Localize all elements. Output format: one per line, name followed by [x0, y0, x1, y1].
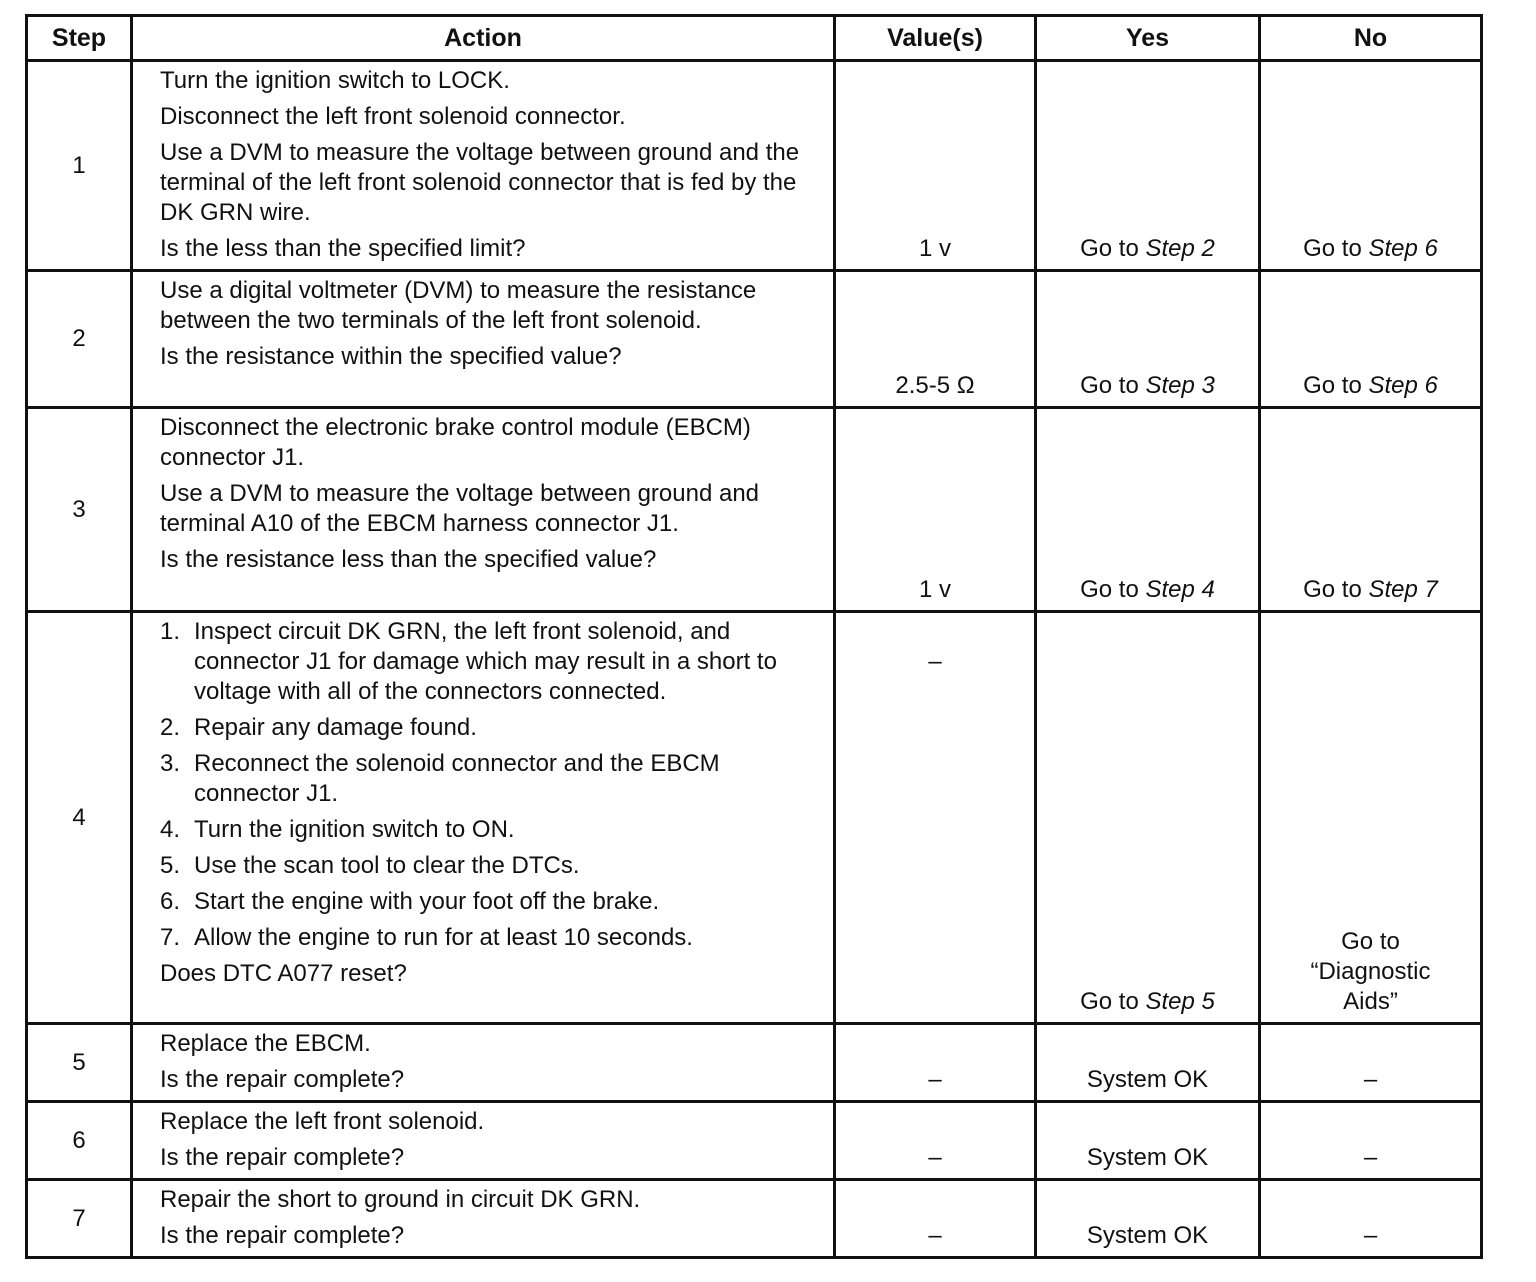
yes-cell: [1036, 408, 1260, 612]
action-cell: [132, 1102, 835, 1180]
substep-item: [160, 617, 817, 707]
step-number: 6: [27, 1102, 132, 1180]
yes-step-link: Step 3: [1145, 372, 1215, 399]
substep-number: 1.: [160, 618, 181, 645]
no-cell: –: [1260, 1180, 1482, 1258]
diagnostic-table-sheet: [25, 14, 1480, 1259]
yes-cell: System OK: [1036, 1102, 1260, 1180]
diagnostic-table: [25, 14, 1483, 1259]
no-cell: [1260, 61, 1482, 271]
yes-prefix: Go to: [1080, 988, 1146, 1015]
no-prefix: Go to: [1303, 235, 1369, 262]
action-question: Is the repair complete?: [160, 1222, 405, 1249]
yes-cell: [1036, 61, 1260, 271]
table-row-step-3: [27, 408, 1482, 612]
substep-text: Inspect circuit DK GRN, the left front solenoid, and connector J1 for damage which may result in a short to voltage with all of the connectors connected.: [194, 618, 777, 705]
action-text: Use a digital voltmeter (DVM) to measure the resistance between the two terminals of the left front solenoid.: [160, 277, 757, 334]
substep-number: 2.: [160, 714, 181, 741]
action-text: Disconnect the electronic brake control module (EBCM) connector J1.: [160, 414, 751, 471]
no-cell: [1260, 612, 1482, 1024]
table-row-step-7: [27, 1180, 1482, 1258]
substep-text: Start the engine with your foot off the brake.: [194, 888, 660, 915]
yes-cell: System OK: [1036, 1024, 1260, 1102]
step-number: 3: [27, 408, 132, 612]
value-cell: –: [835, 1102, 1036, 1180]
value-cell: –: [835, 612, 1036, 1024]
substep-number: 4.: [160, 816, 181, 843]
substep-item: [160, 887, 817, 917]
no-step-link: Step 7: [1368, 576, 1438, 603]
table-row-step-1: [27, 61, 1482, 271]
substep-text: Allow the engine to run for at least 10 seconds.: [194, 924, 693, 951]
action-text: Repair the short to ground in circuit DK GRN.: [160, 1186, 641, 1213]
substep-item: [160, 851, 817, 881]
value-cell: –: [835, 1024, 1036, 1102]
no-cell: [1260, 271, 1482, 408]
table-row-step-5: [27, 1024, 1482, 1102]
substep-item: [160, 815, 817, 845]
value-cell: 1 v: [835, 408, 1036, 612]
action-question: Is the repair complete?: [160, 1144, 405, 1171]
yes-prefix: Go to: [1080, 372, 1146, 399]
substep-number: 7.: [160, 924, 181, 951]
action-question: Is the repair complete?: [160, 1066, 405, 1093]
header-yes: Yes: [1036, 16, 1260, 61]
action-text: Turn the ignition switch to LOCK.: [160, 67, 510, 94]
action-text: Replace the EBCM.: [160, 1030, 371, 1057]
yes-cell: [1036, 612, 1260, 1024]
action-question: Does DTC A077 reset?: [160, 960, 407, 987]
action-cell: [132, 612, 835, 1024]
no-diagnostic-aids-ref: [1310, 927, 1430, 1017]
no-cell: [1260, 408, 1482, 612]
action-cell: [132, 271, 835, 408]
value-cell: 1 v: [835, 61, 1036, 271]
action-cell: [132, 1180, 835, 1258]
action-text: Use a DVM to measure the voltage between ground and the terminal of the left front solenoid connector that is fed by the DK GRN wire.: [160, 139, 800, 226]
step-number: 1: [27, 61, 132, 271]
action-cell: [132, 61, 835, 271]
header-no: No: [1260, 16, 1482, 61]
yes-prefix: Go to: [1080, 576, 1146, 603]
substep-number: 3.: [160, 750, 181, 777]
action-cell: [132, 408, 835, 612]
substep-item: [160, 923, 817, 953]
yes-cell: [1036, 271, 1260, 408]
yes-step-link: Step 4: [1145, 576, 1215, 603]
no-line: Go to: [1341, 928, 1400, 955]
table-row-step-2: [27, 271, 1482, 408]
no-step-link: Step 6: [1368, 372, 1438, 399]
step-number: 7: [27, 1180, 132, 1258]
no-prefix: Go to: [1303, 576, 1369, 603]
substep-text: Turn the ignition switch to ON.: [194, 816, 515, 843]
action-question: Is the less than the specified limit?: [160, 235, 526, 262]
substep-list: [160, 617, 817, 953]
table-header-row: [27, 16, 1482, 61]
no-line: Aids”: [1343, 988, 1398, 1015]
substep-text: Reconnect the solenoid connector and the EBCM connector J1.: [194, 750, 720, 807]
step-number: 5: [27, 1024, 132, 1102]
yes-step-link: Step 2: [1145, 235, 1215, 262]
step-number: 4: [27, 612, 132, 1024]
value-cell: 2.5-5 Ω: [835, 271, 1036, 408]
no-cell: –: [1260, 1024, 1482, 1102]
substep-text: Repair any damage found.: [194, 714, 477, 741]
no-step-link: Step 6: [1368, 235, 1438, 262]
no-line: “Diagnostic: [1310, 958, 1431, 985]
action-text: Use a DVM to measure the voltage between ground and terminal A10 of the EBCM harness connector J1.: [160, 480, 760, 537]
action-cell: [132, 1024, 835, 1102]
substep-number: 6.: [160, 888, 181, 915]
table-row-step-6: [27, 1102, 1482, 1180]
step-number: 2: [27, 271, 132, 408]
yes-prefix: Go to: [1080, 235, 1146, 262]
substep-item: [160, 749, 817, 809]
header-step: Step: [27, 16, 132, 61]
substep-text: Use the scan tool to clear the DTCs.: [194, 852, 580, 879]
yes-step-link: Step 5: [1145, 988, 1215, 1015]
action-question: Is the resistance within the specified value?: [160, 343, 622, 370]
action-text: Disconnect the left front solenoid connector.: [160, 103, 626, 130]
substep-item: [160, 713, 817, 743]
header-values: Value(s): [835, 16, 1036, 61]
table-row-step-4: [27, 612, 1482, 1024]
substep-number: 5.: [160, 852, 181, 879]
action-text: Replace the left front solenoid.: [160, 1108, 485, 1135]
value-cell: –: [835, 1180, 1036, 1258]
yes-cell: System OK: [1036, 1180, 1260, 1258]
no-cell: –: [1260, 1102, 1482, 1180]
action-question: Is the resistance less than the specified value?: [160, 546, 657, 573]
no-prefix: Go to: [1303, 372, 1369, 399]
header-action: Action: [132, 16, 835, 61]
